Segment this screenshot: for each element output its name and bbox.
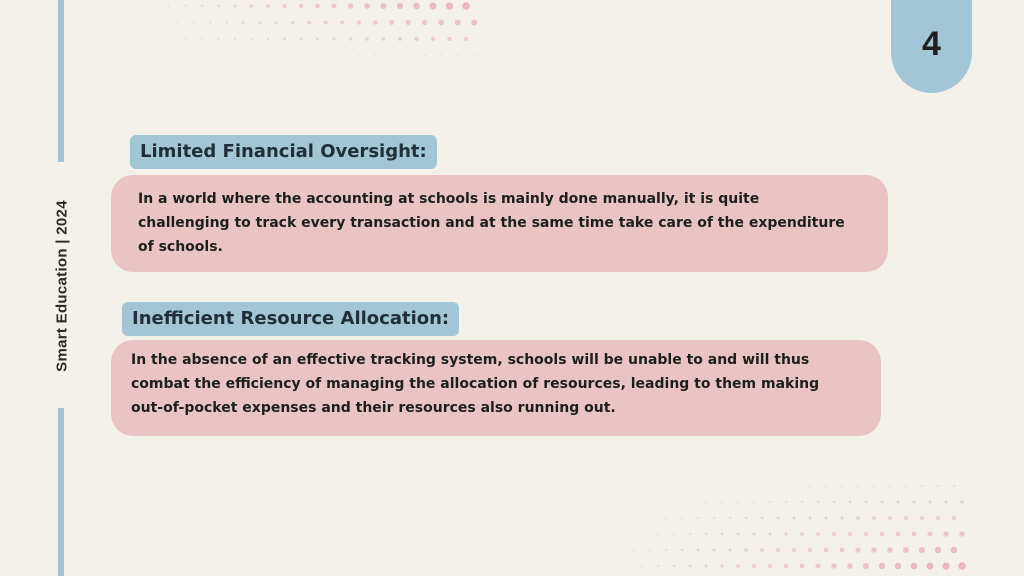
section-body-financial-oversight: In a world where the accounting at schools is mainly done manually, it is quite challenging to track every transaction and at the same time take care of the expenditure of schools.	[111, 175, 888, 272]
decorative-dots-bottom	[580, 480, 970, 576]
section-heading-resource-allocation: Inefficient Resource Allocation:	[122, 302, 459, 336]
section-body-resource-allocation: In the absence of an effective tracking system, schools will be unable to and will thus combat the efficiency of managing the allocation of resources, leading to them making out-of-pocket expenses and their resources also running out.	[111, 340, 881, 436]
page-number-tab	[891, 0, 972, 93]
decorative-dots-top	[130, 0, 490, 60]
side-label: Smart Education | 2024	[53, 200, 71, 372]
left-accent-bar-bottom	[58, 408, 64, 576]
page-number: 4	[922, 25, 941, 63]
left-accent-bar-top	[58, 0, 64, 162]
section-heading-financial-oversight: Limited Financial Oversight:	[130, 135, 437, 169]
